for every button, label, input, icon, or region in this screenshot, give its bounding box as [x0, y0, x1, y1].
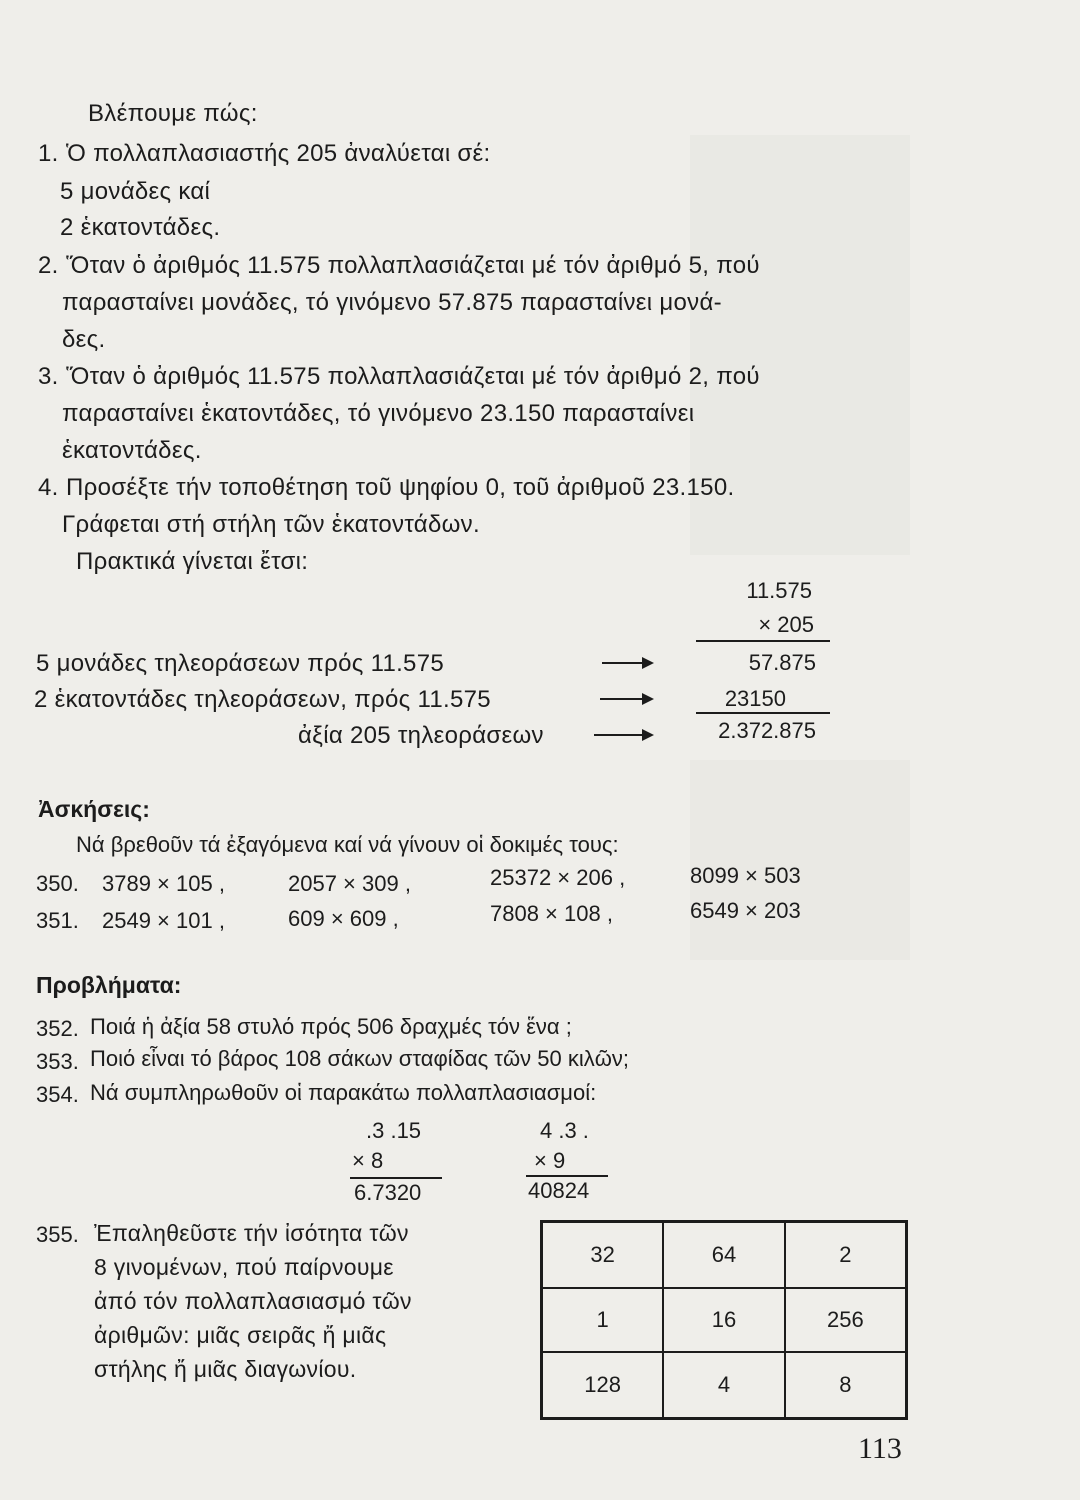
point-3-line: ἑκατοντάδες. [62, 437, 202, 464]
exercise-item: 6549 × 203 [690, 898, 801, 923]
exercise-number: 350. [36, 871, 79, 896]
fill-in-rule [526, 1175, 608, 1177]
fill-in-result: 40824 [528, 1178, 590, 1203]
point-1-line: 2 ἑκατοντάδες. [60, 214, 221, 241]
point-1-number: 1. [38, 140, 59, 167]
arrow-icon [600, 698, 652, 700]
multiplier: × 205 [758, 612, 814, 637]
exercise-item: 8099 × 503 [690, 863, 801, 888]
example-row-label: 5 μονάδες τηλεοράσεων πρός 11.575 [36, 650, 444, 677]
exercise-item: 2057 × 309 , [288, 871, 411, 896]
problem-355-line: Ἐπαληθεῦστε τήν ἰσότητα τῶν [94, 1220, 409, 1246]
exercise-number: 351. [36, 908, 79, 933]
point-4-line: Προσέξτε τήν τοποθέτηση τοῦ ψηφίου 0, τοῦ ἀριθμοῦ 23.150. [66, 474, 735, 501]
exercise-item: 609 × 609 , [288, 906, 399, 931]
fill-in-top: .3 .15 [366, 1118, 422, 1143]
point-2-line: Ὅταν ὁ ἀριθμός 11.575 πολλαπλασιάζεται μέ τόν ἀριθμό 5, πού [66, 252, 760, 279]
multiplicand: 11.575 [746, 578, 812, 603]
exercise-item: 3789 × 105 , [102, 871, 225, 896]
magic-square-cell: 4 [663, 1352, 785, 1418]
problem-text: Ποιά ἡ ἀξία 58 στυλό πρός 506 δραχμές τόν ἕνα ; [90, 1014, 572, 1039]
point-3-line: Ὅταν ὁ ἀριθμός 11.575 πολλαπλασιάζεται μέ τόν ἀριθμό 2, πού [66, 363, 760, 390]
example-row-result: 2.372.875 [718, 718, 816, 743]
fill-in-rule [350, 1177, 442, 1179]
fill-in-top: 4 .3 . [540, 1118, 589, 1143]
magic-square-cell: 16 [663, 1288, 785, 1353]
intro-heading: Βλέπουμε πώς: [88, 100, 258, 127]
page-number: 113 [858, 1432, 902, 1465]
problem-number: 353. [36, 1049, 79, 1074]
magic-square [540, 1220, 908, 1420]
exercises-instruction: Νά βρεθοῦν τά ἐξαγόμενα καί νά γίνουν οἱ δοκιμές τους: [76, 832, 619, 857]
magic-square-cell: 256 [785, 1288, 907, 1353]
arrow-icon [594, 734, 652, 736]
magic-square-cell: 128 [542, 1352, 664, 1418]
product-rule [696, 640, 830, 642]
problem-number: 355. [36, 1222, 79, 1247]
problem-355-line: ἀριθμῶν: μιᾶς σειρᾶς ἤ μιᾶς [94, 1322, 387, 1348]
exercise-item: 25372 × 206 , [490, 865, 626, 890]
point-1-line: 5 μονάδες καί [60, 178, 211, 205]
magic-square-cell: 8 [785, 1352, 907, 1418]
exercises-title: Ἀσκήσεις: [38, 796, 150, 822]
magic-square-cell: 32 [542, 1222, 664, 1288]
magic-square-cell: 64 [663, 1222, 785, 1288]
problem-number: 352. [36, 1016, 79, 1041]
problem-text: Ποιό εἶναι τό βάρος 108 σάκων σταφίδας τῶν 50 κιλῶν; [90, 1046, 630, 1071]
magic-square-cell: 2 [785, 1222, 907, 1288]
fill-in-result: 6.7320 [354, 1180, 422, 1205]
point-4-line: Γράφεται στή στήλη τῶν ἑκατοντάδων. [62, 511, 480, 538]
arrow-icon [602, 662, 652, 664]
example-row-result: 57.875 [748, 650, 816, 675]
example-row-result: 23150 [724, 686, 786, 711]
fill-in-multiplier: × 8 [352, 1148, 384, 1173]
example-row-label: ἀξία 205 τηλεοράσεων [298, 722, 544, 749]
point-3-number: 3. [38, 363, 59, 390]
problems-title: Προβλήματα: [36, 972, 182, 998]
practical-note: Πρακτικά γίνεται ἔτσι: [76, 548, 309, 575]
sum-rule [696, 712, 830, 714]
magic-square-cell: 1 [542, 1288, 664, 1353]
problem-355-line: ἀπό τόν πολλαπλασιασμό τῶν [94, 1288, 412, 1314]
point-3-line: παρασταίνει ἑκατοντάδες, τό γινόμενο 23.150 παρασταίνει [62, 400, 695, 427]
point-2-line: παρασταίνει μονάδες, τό γινόμενο 57.875 παρασταίνει μονά- [62, 289, 722, 316]
problem-text: Νά συμπληρωθοῦν οἱ παρακάτω πολλαπλασιασμοί: [90, 1080, 597, 1105]
point-2-line: δες. [62, 326, 106, 353]
exercise-item: 7808 × 108 , [490, 901, 613, 926]
point-1-line: Ὁ πολλαπλασιαστής 205 ἀναλύεται σέ: [66, 140, 491, 167]
problem-355-line: στήλης ἤ μιᾶς διαγωνίου. [94, 1356, 357, 1382]
example-row-label: 2 ἑκατοντάδες τηλεοράσεων, πρός 11.575 [34, 686, 491, 713]
point-2-number: 2. [38, 252, 59, 279]
problem-355-line: 8 γινομένων, πού παίρνουμε [94, 1254, 394, 1280]
fill-in-multiplier: × 9 [534, 1148, 566, 1173]
exercise-item: 2549 × 101 , [102, 908, 225, 933]
bleed-through-column [690, 760, 910, 960]
point-4-number: 4. [38, 474, 59, 501]
problem-number: 354. [36, 1082, 79, 1107]
